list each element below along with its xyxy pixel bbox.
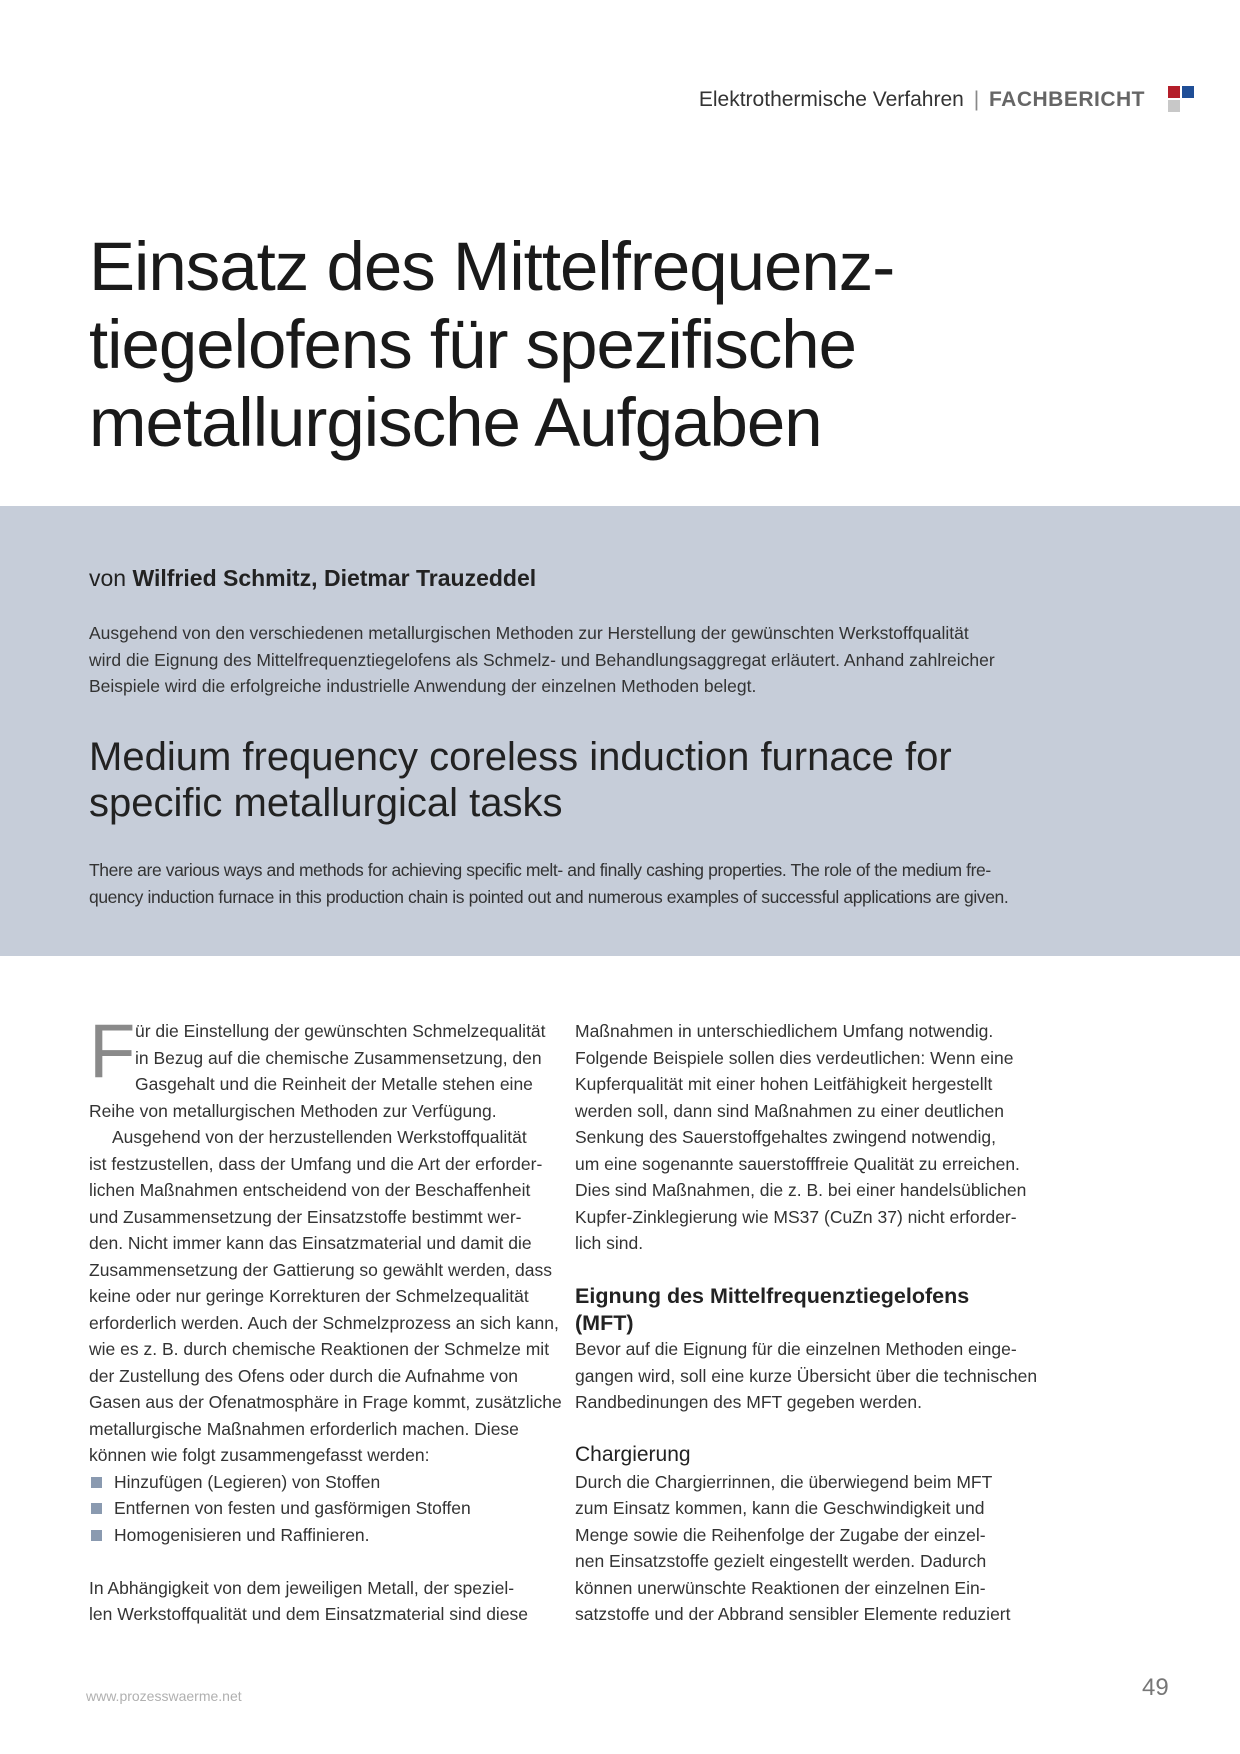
body-line: In Abhängigkeit von dem jeweiligen Metall, der speziel-: [89, 1577, 515, 1598]
body-line: Bevor auf die Eignung für die einzelnen Methoden einge-: [575, 1339, 1017, 1359]
header-separator: |: [973, 88, 980, 111]
abstract-line: Ausgehend von den verschiedenen metallurgischen Methoden zur Herstellung der gewünschten Werkstoffqualität: [89, 623, 969, 643]
body-line: ür die Einstellung der gewünschten Schmelzequalität: [135, 1021, 546, 1041]
body-line: nen Einsatzstoffe gezielt eingestellt werden. Dadurch: [575, 1551, 987, 1571]
body-line: Durch die Chargierrinnen, die überwiegend beim MFT: [575, 1471, 993, 1492]
abstract-line: quency induction furnace in this production chain is pointed out and numerous examples of successful applications are given.: [89, 886, 1009, 907]
body-line: Reihe von metallurgischen Methoden zur Verfügung.: [89, 1100, 497, 1121]
body-line: satzstoffe und der Abbrand sensibler Elemente reduziert: [575, 1604, 1011, 1624]
abstract-line: There are various ways and methods for achieving specific melt- and finally cashing properties. The role of the medium fre-: [89, 860, 991, 880]
running-header: [699, 88, 1145, 112]
byline-prefix: von: [89, 565, 127, 591]
body-column-right: [575, 1018, 1038, 1628]
abstract-line: Beispiele wird die erfolgreiche industrielle Anwendung der einzelnen Methoden belegt.: [89, 676, 757, 696]
subtitle-line: specific metallurgical tasks: [89, 781, 563, 825]
body-line: können wie folgt zusammengefasst werden:: [89, 1445, 430, 1465]
list-item: Entfernen von festen und gasförmigen Stoffen: [89, 1495, 549, 1522]
section-name: Elektrothermische Verfahren: [698, 88, 964, 111]
body-line: gangen wird, soll eine kurze Übersicht über die technischen: [575, 1365, 1038, 1386]
subtitle-line: Medium frequency coreless induction furnace for: [89, 735, 952, 779]
english-title: [89, 734, 952, 826]
body-line: Menge sowie die Reihenfolge der Zugabe der einzel-: [575, 1524, 986, 1545]
list-item: Homogenisieren und Raffinieren.: [89, 1522, 549, 1549]
body-line: können unerwünschte Reaktionen der einzelnen Ein-: [575, 1577, 986, 1598]
body-line: Zusammensetzung der Gattierung so gewählt werden, dass: [89, 1259, 553, 1280]
publisher-logo-icon: [1168, 86, 1198, 116]
byline: [89, 565, 536, 592]
body-line: werden soll, dann sind Maßnahmen zu einer deutlichen: [575, 1100, 1005, 1121]
drop-cap: F: [89, 1009, 136, 1094]
section-heading: (MFT): [575, 1310, 634, 1335]
list-item: Hinzufügen (Legieren) von Stoffen: [89, 1469, 549, 1496]
body-line: metallurgische Maßnahmen erforderlich machen. Diese: [89, 1418, 519, 1439]
body-line: erforderlich werden. Auch der Schmelzprozess an sich kann,: [89, 1312, 559, 1333]
body-line: Kupferqualität mit einer hohen Leitfähigkeit hergestellt: [575, 1074, 993, 1094]
article-type-tag: FACHBERICHT: [989, 88, 1145, 111]
body-line: und Zusammensetzung der Einsatzstoffe bestimmt wer-: [89, 1206, 522, 1227]
body-line: len Werkstoffqualität und dem Einsatzmaterial sind diese: [89, 1604, 529, 1624]
body-line: ist festzustellen, dass der Umfang und die Art der erforder-: [89, 1153, 543, 1174]
body-line: um eine sogenannte sauerstofffreie Qualität zu erreichen.: [575, 1153, 1020, 1174]
abstract-line: wird die Eignung des Mittelfrequenztiegelofens als Schmelz- und Behandlungsaggregat erläutert. Anhand zahlreicher: [89, 649, 995, 670]
body-line: Gasgehalt und die Reinheit der Metalle stehen eine: [135, 1074, 533, 1094]
body-line: Maßnahmen in unterschiedlichem Umfang notwendig.: [575, 1021, 994, 1041]
body-line: Randbedinungen des MFT gegeben werden.: [575, 1392, 923, 1412]
title-line: metallurgische Aufgaben: [89, 384, 822, 461]
body-line: Ausgehend von der herzustellenden Werkstoffqualität: [112, 1127, 527, 1147]
title-line: tiegelofens für spezifische: [89, 306, 856, 383]
article-title: [89, 228, 1089, 462]
page-number: 49: [1142, 1674, 1169, 1701]
body-line: Gasen aus der Ofenatmosphäre in Frage kommt, zusätzliche: [89, 1392, 562, 1412]
body-line: Dies sind Maßnahmen, die z. B. bei einer handelsüblichen: [575, 1180, 1027, 1200]
title-line: Einsatz des Mittelfrequenz-: [89, 228, 895, 305]
body-line: Kupfer-Zinklegierung wie MS37 (CuZn 37) nicht erforder-: [575, 1206, 1017, 1227]
body-line: in Bezug auf die chemische Zusammensetzung, den: [135, 1047, 542, 1068]
body-column-left: [89, 1009, 562, 1628]
body-line: lich sind.: [575, 1233, 644, 1253]
section-heading: Eignung des Mittelfrequenztiegelofens: [575, 1284, 970, 1308]
body-line: Senkung des Sauerstoffgehaltes zwingend notwendig,: [575, 1127, 996, 1147]
body-line: Folgende Beispiele sollen dies verdeutlichen: Wenn eine: [575, 1047, 1014, 1068]
body-line: keine oder nur geringe Korrekturen der Schmelzequalität: [89, 1286, 529, 1306]
author-names: Wilfried Schmitz, Dietmar Trauzeddel: [132, 565, 537, 591]
body-line: wie es z. B. durch chemische Reaktionen der Schmelze mit: [89, 1339, 550, 1359]
abstract-english: [89, 857, 1037, 910]
body-line: der Zustellung des Ofens oder durch die Aufnahme von: [89, 1365, 519, 1386]
body-line: lichen Maßnahmen entscheidend von der Beschaffenheit: [89, 1180, 531, 1200]
footer-url: www.prozesswaerme.net: [86, 1688, 242, 1704]
subsection-heading: Chargierung: [575, 1443, 691, 1466]
body-line: zum Einsatz kommen, kann die Geschwindigkeit und: [575, 1498, 985, 1518]
body-line: den. Nicht immer kann das Einsatzmaterial und damit die: [89, 1233, 532, 1253]
abstract-german: [89, 620, 1037, 700]
intro-paragraph: [89, 1009, 549, 1098]
